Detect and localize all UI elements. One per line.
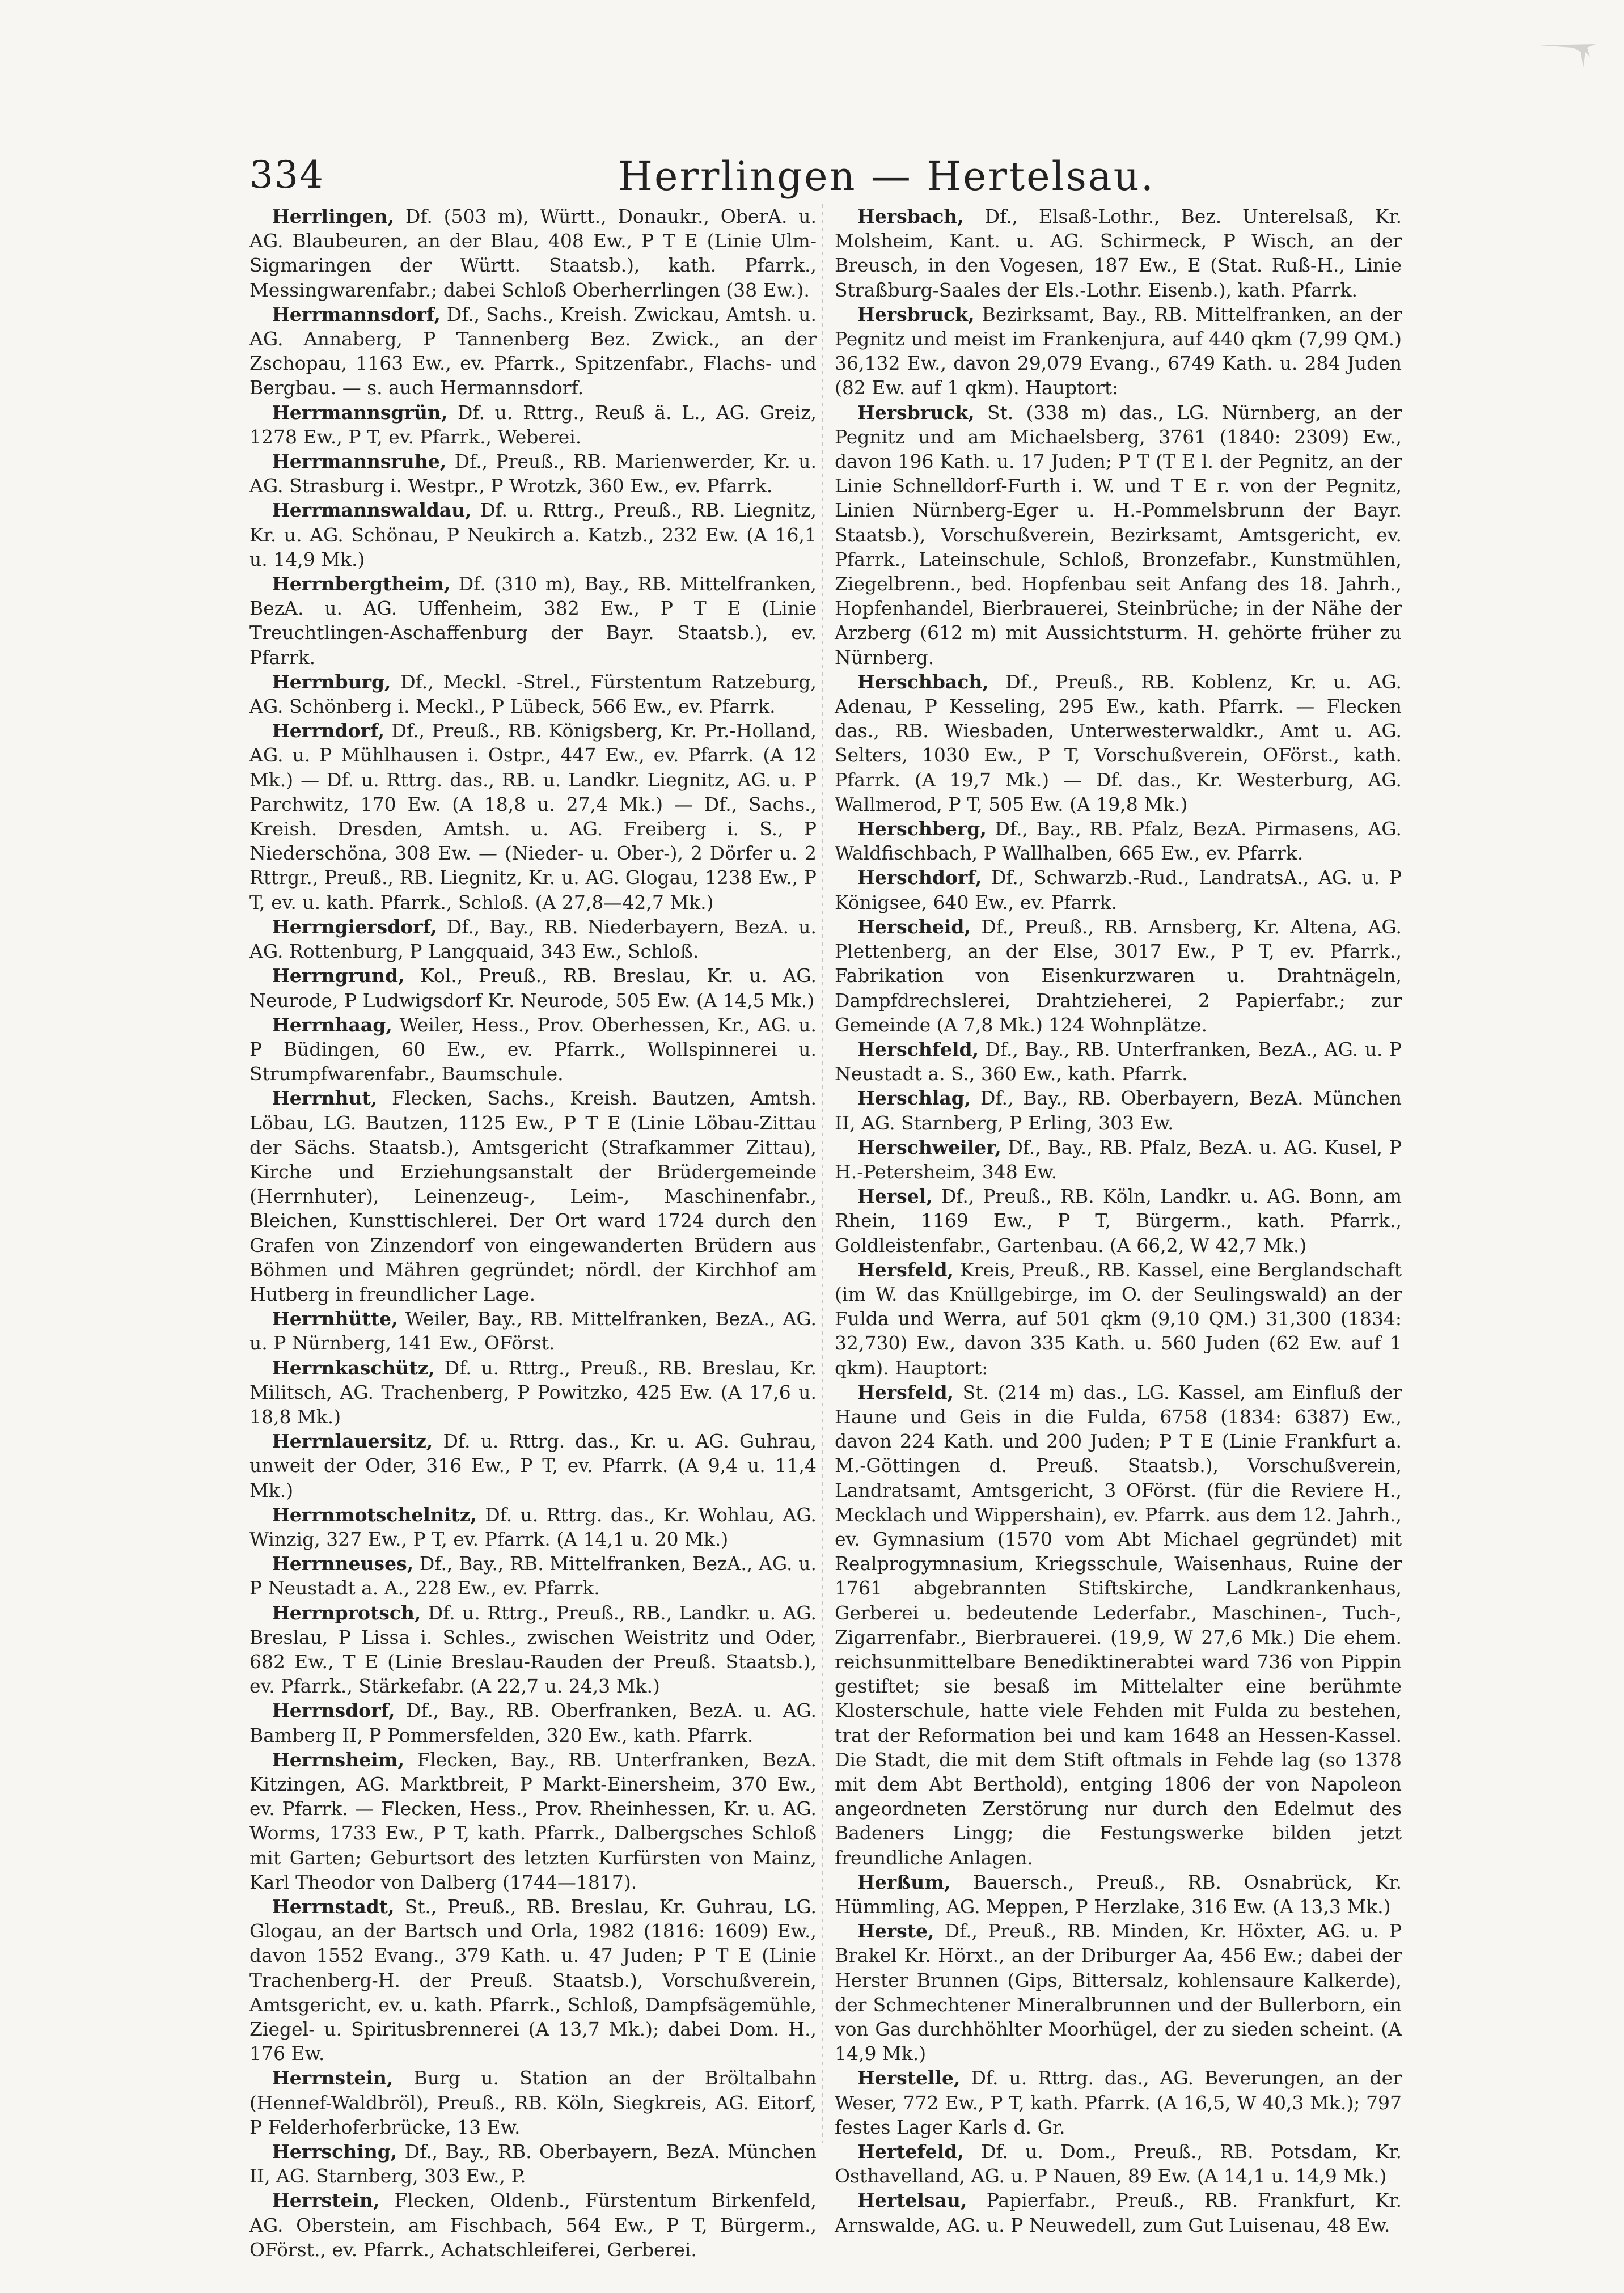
entry-headword: Herrnkaschütz, (272, 1356, 435, 1379)
entry-headword: Herrnsheim, (272, 1748, 405, 1771)
page-edge-mark (1533, 40, 1601, 74)
entry-text: Df., Preuß., RB. Minden, Kr. Höxter, AG. u. P Brakel Kr. Hörxt., an der Driburger Aa, 456 Ew.; dabei der Herster Brunnen (Gips, Bittersalz, kohlensaure Kalkerde), der Schmechtener Mineralbrunnen und der Bullerborn, ein von Gas durchhöhlter Moorhügel, der zu sieden scheint. (A 14,9 Mk.) (835, 1920, 1402, 2065)
entry-headword: Herrnneuses, (272, 1552, 414, 1575)
entry-text: Df. u. Dom., Preuß., RB. Potsdam, Kr. Osthavelland, AG. u. P Nauen, 89 Ew. (A 14,1 u. 14,9 Mk.) (835, 2140, 1402, 2188)
entry-headword: Herrnstadt, (272, 1896, 395, 1918)
entry-text: Papierfabr., Preuß., RB. Frankfurt, Kr. Arnswalde, AG. u. P Neuwedell, zum Gut Luisenau, 48 Ew. (835, 2189, 1402, 2236)
entry-text: Df., Preuß., RB. Arnsberg, Kr. Altena, AG. Plettenberg, an der Else, 3017 Ew., P T, ev. Pfarrk., Fabrikation von Eisenkurzwaren u. Drahtnägeln, Dampfdrechslerei, Drahtzieherei, 2 Papierfabr.; zur Gemeinde (A 7,8 Mk.) 124 Wohnplätze. (835, 915, 1402, 1036)
entry-text: Flecken, Oldenb., Fürstentum Birkenfeld, AG. Oberstein, am Fischbach, 564 Ew., P T, Bürgerm., OFörst., ev. Pfarrk., Achatschleiferei, Gerberei. (249, 2189, 817, 2261)
dictionary-entry (249, 1698, 817, 1747)
entry-headword: Herrnlauersitz, (272, 1430, 433, 1453)
entry-text: Df., Preuß., RB. Königsberg, Kr. Pr.-Holland, AG. u. P Mühlhausen i. Ostpr., 447 Ew., ev. Pfarrk. (A 12 Mk.) — Df. u. Rttrg. das., RB. u. Landkr. Liegnitz, AG. u. P Parchwitz, 170 Ew. (A 18,8 u. 27,4 Mk.) — Df., Sachs., Kreish. Dresden, Amtsh. u. AG. Freiberg i. S., P Niederschöna, 308 Ew. — (Nieder- u. Ober-), 2 Dörfer u. 2 Rttrgr., Preuß., RB. Liegnitz, Kr. u. AG. Glogau, 1238 Ew., P T, ev. u. kath. Pfarrk., Schloß. (A 27,8—42,7 Mk.) (249, 720, 817, 913)
right-column (835, 204, 1402, 2236)
dictionary-entry (249, 400, 817, 449)
dictionary-entry (249, 915, 817, 963)
entry-text: Df., Schwarzb.-Rud., LandratsA., AG. u. P Königsee, 640 Ew., ev. Pfarrk. (835, 866, 1402, 913)
entry-headword: Herrnsdorf, (272, 1699, 395, 1722)
entry-text: Df. (503 m), Württ., Donaukr., OberA. u. AG. Blaubeuren, an der Blau, 408 Ew., P T E (Linie Ulm-Sigmaringen der Württ. Staatsb.), kath. Pfarrk., Messingwarenfabr.; dabei Schloß Oberherrlingen (38 Ew.). (249, 205, 817, 301)
dictionary-entry (835, 670, 1402, 816)
running-title: Herrlingen — Hertelsau. (618, 153, 1155, 200)
entry-text: Df., Bay., RB. Niederbayern, BezA. u. AG. Rottenburg, P Langquaid, 343 Ew., Schloß. (249, 915, 817, 963)
entry-text: Df., Preuß., RB. Marienwerder, Kr. u. AG. Strasburg i. Westpr., P Wrotzk, 360 Ew., ev. Pfarrk. (249, 450, 817, 497)
entry-text: Df., Bay., RB. Oberfranken, BezA. u. AG. Bamberg II, P Pommersfelden, 320 Ew., kath. Pfarrk. (249, 1699, 817, 1746)
dictionary-entry (249, 1551, 817, 1600)
entry-text: Df. u. Rttrg. das., AG. Beverungen, an der Weser, 772 Ew., P T, kath. Pfarrk. (A 16,5, W 40,3 Mk.); 797 festes Lager Karls d. Gr. (835, 2067, 1402, 2138)
entry-headword: Herrngrund, (272, 964, 405, 987)
dictionary-entry (249, 2188, 817, 2262)
dictionary-entry (835, 2066, 1402, 2139)
dictionary-entry (249, 963, 817, 1012)
dictionary-entry (249, 1429, 817, 1503)
entry-text: Df., Preuß., RB. Köln, Landkr. u. AG. Bonn, am Rhein, 1169 Ew., P T, Bürgerm., kath. Pfarrk., Goldleistenfabr., Gartenbau. (A 66,2, W 42,7 Mk.) (835, 1185, 1402, 1257)
entry-text: Df., Meckl. -Strel., Fürstentum Ratzeburg, AG. Schönberg i. Meckl., P Lübeck, 566 Ew., ev. Pfarrk. (249, 670, 817, 718)
dictionary-entry (249, 449, 817, 498)
entry-text: Df. u. Rttrg. das., Kr. u. AG. Guhrau, unweit der Oder, 316 Ew., P T, ev. Pfarrk. (A 9,4 u. 11,4 Mk.) (249, 1430, 817, 1501)
dictionary-entry (249, 302, 817, 400)
entry-headword: Herscheid, (857, 915, 971, 938)
entry-headword: Herrndorf, (272, 720, 384, 742)
entry-text: Df. (310 m), Bay., RB. Mittelfranken, BezA. u. AG. Uffenheim, 382 Ew., P T E (Linie Treuchtlingen-Aschaffenburg der Bayr. Staatsb.), ev. Pfarrk. (249, 573, 817, 669)
entry-text: St. (338 m) das., LG. Nürnberg, an der Pegnitz und am Michaelsberg, 3761 (1840: 2309) Ew., davon 196 Kath. u. 17 Juden; P T (T E l. der Pegnitz, an der Linie Schnelldorf-Furth i. W. und T E r. von der Pegnitz, Linien Nürnberg-Eger u. H.-Pommelsbrunn der Bayr. Staatsb.), Vorschußverein, Bezirksamt, Amtsgericht, ev. Pfarrk., Lateinschule, Schloß, Bronzefabr., Kunstmühlen, Ziegelbrenn., bed. Hopfenbau seit Anfang des 18. Jahrh., Hopfenhandel, Bierbrauerei, Steinbrüche; in der Nähe der Arzberg (612 m) mit Aussichtsturm. H. gehörte früher zu Nürnberg. (835, 401, 1402, 669)
entry-headword: Herrnstein, (272, 2067, 394, 2089)
entry-headword: Herschberg, (857, 818, 987, 840)
column-divider (822, 204, 823, 2143)
dictionary-entry (835, 915, 1402, 1037)
entry-text: Kreis, Preuß., RB. Kassel, eine Berglandschaft (im W. das Knüllgebirge, im O. der Seulingswald) an der Fulda und Werra, auf 501 qkm (9,10 QM.) 31,300 (1834: 32,730) Ew., davon 335 Kath. u. 560 Juden (62 Ew. auf 1 qkm). Hauptort: (835, 1258, 1402, 1379)
dictionary-entry (835, 816, 1402, 865)
dictionary-entry (249, 204, 817, 302)
dictionary-entry (835, 1135, 1402, 1184)
dictionary-entry (249, 1086, 817, 1306)
entry-text: Df., Bay., RB. Mittelfranken, BezA., AG. u. P Neustadt a. A., 228 Ew., ev. Pfarrk. (249, 1552, 817, 1600)
entry-headword: Herßum, (857, 1871, 951, 1893)
entry-headword: Herrnhaag, (272, 1013, 392, 1036)
entry-headword: Herste, (857, 1920, 934, 1943)
entry-headword: Herrsching, (272, 2140, 397, 2163)
dictionary-entry (835, 302, 1402, 400)
entry-text: Df., Sachs., Kreish. Zwickau, Amtsh. u. AG. Annaberg, P Tannenberg Bez. Zwick., an der Zschopau, 1163 Ew., ev. Pfarrk., Spitzenfabr., Flachs- und Bergbau. — s. auch Hermannsdorf. (249, 303, 817, 399)
entry-headword: Herschlag, (857, 1087, 971, 1110)
entry-text: St. (214 m) das., LG. Kassel, am Einfluß der Haune und Geis in die Fulda, 6758 (1834: 6387) Ew., davon 224 Kath. und 200 Juden; P T E (Linie Frankfurt a. M.-Göttingen d. Preuß. Staatsb.), Vorschußverein, Landratsamt, Amtsgericht, 3 OFörst. (für die Reviere H., Mecklach und Wippershain), ev. Pfarrk. aus dem 12. Jahrh., ev. Gymnasium (1570 vom Abt Michael gegründet) mit Realprogymnasium, Kriegsschule, Waisenhaus, Ruine der 1761 abgebrannten Stiftskirche, Landkrankenhaus, Gerberei u. bedeutende Lederfabr., Maschinen-, Tuch-, Zigarrenfabr., Bierbrauerei. (19,9, W 27,6 Mk.) Die ehem. reichsunmittelbare Benediktinerabtei ward 736 von Pippin gestiftet; sie besaß im Mittelalter eine berühmte Klosterschule, hatte viele Fehden mit Fulda zu bestehen, trat der Reformation bei und kam 1648 an Hessen-Kassel. Die Stadt, die mit dem Stift oftmals in Fehde lag (so 1378 mit dem Abt Berthold), entging 1806 der von Napoleon angeordneten Zerstörung nur durch den Edelmut des Badeners Lingg; die Festungswerke bilden jetzt freundliche Anlagen. (835, 1381, 1402, 1869)
dictionary-entry (249, 1894, 817, 2066)
entry-headword: Herrnhütte, (272, 1308, 398, 1330)
dictionary-entry (835, 865, 1402, 914)
dictionary-entry (249, 2066, 817, 2139)
dictionary-entry (249, 670, 817, 718)
entry-headword: Herrnburg, (272, 670, 391, 693)
dictionary-entry (835, 1258, 1402, 1380)
entry-text: Burg u. Station an der Bröltalbahn (Hennef-Waldbröl), Preuß., RB. Köln, Siegkreis, AG. Eitorf, P Felderhoferbrücke, 13 Ew. (249, 2067, 817, 2138)
entry-headword: Hersfeld, (857, 1381, 954, 1403)
entry-headword: Herrmannsgrün, (272, 401, 448, 424)
dictionary-entry (835, 1184, 1402, 1258)
entry-text: Df., Bay., RB. Unterfranken, BezA., AG. u. P Neustadt a. S., 360 Ew., kath. Pfarrk. (835, 1038, 1402, 1085)
entry-headword: Herrlingen, (272, 205, 395, 227)
entry-headword: Hersbruck, (857, 401, 975, 424)
entry-headword: Herrnmotschelnitz, (272, 1503, 477, 1526)
entry-text: Kol., Preuß., RB. Breslau, Kr. u. AG. Neurode, P Ludwigsdorf Kr. Neurode, 505 Ew. (A 14,5 Mk.) (249, 964, 817, 1012)
dictionary-entry (835, 1380, 1402, 1870)
page-header (249, 153, 1310, 204)
entry-headword: Herschbach, (857, 670, 989, 693)
dictionary-entry (249, 1748, 817, 1894)
entry-headword: Hertelsau, (857, 2189, 967, 2212)
left-column (249, 204, 817, 2261)
entry-text: Df., Elsaß-Lothr., Bez. Unterelsaß, Kr. Molsheim, Kant. u. AG. Schirmeck, P Wisch, an der Breusch, in den Vogesen, 187 Ew., E (Stat. Ruß-H., Linie Straßburg-Saales der Els.-Lothr. Eisenb.), kath. Pfarrk. (835, 205, 1402, 301)
dictionary-entry (835, 2139, 1402, 2188)
dictionary-entry (249, 1013, 817, 1086)
page-number: 334 (249, 153, 324, 197)
dictionary-entry (835, 1037, 1402, 1086)
entry-text: Df. u. Rttrg., Preuß., RB. Breslau, Kr. Militsch, AG. Trachenberg, P Powitzko, 425 Ew. (A 17,6 u. 18,8 Mk.) (249, 1356, 817, 1428)
entry-headword: Hersbach, (857, 205, 964, 227)
entry-text: Df. u. Rttrg., Preuß., RB., Landkr. u. AG. Breslau, P Lissa i. Schles., zwischen Weistritz und Oder, 682 Ew., T E (Linie Breslau-Rauden der Preuß. Staatsb.), ev. Pfarrk., Stärkefabr. (A 22,7 u. 24,3 Mk.) (249, 1601, 817, 1698)
dictionary-entry (835, 2188, 1402, 2237)
entry-text: Flecken, Bay., RB. Unterfranken, BezA. Kitzingen, AG. Marktbreit, P Markt-Einersheim, 370 Ew., ev. Pfarrk. — Flecken, Hess., Prov. Rheinhessen, Kr. u. AG. Worms, 1733 Ew., P T, kath. Pfarrk., Dalbergsches Schloß mit Garten; Geburtsort des letzten Kurfürsten von Mainz, Karl Theodor von Dalberg (1744—1817). (249, 1748, 817, 1893)
entry-text: Df. u. Rttrg., Preuß., RB. Liegnitz, Kr. u. AG. Schönau, P Neukirch a. Katzb., 232 Ew. (A 16,1 u. 14,9 Mk.) (249, 499, 817, 570)
dictionary-entry (249, 1503, 817, 1551)
entry-headword: Hersel, (857, 1185, 933, 1208)
dictionary-entry (835, 204, 1402, 302)
entry-headword: Herschdorf, (857, 866, 982, 889)
entry-headword: Hertefeld, (857, 2140, 964, 2163)
entry-text: Df., Bay., RB. Pfalz, BezA. Pirmasens, AG. Waldfischbach, P Wallhalben, 665 Ew., ev. Pfarrk. (835, 818, 1402, 865)
entry-text: Df., Preuß., RB. Koblenz, Kr. u. AG. Adenau, P Kesseling, 295 Ew., kath. Pfarrk. — Flecken das., RB. Wiesbaden, Unterwesterwaldkr., Amt u. AG. Selters, 1030 Ew., P T, Vorschußverein, OFörst., kath. Pfarrk. (A 19,7 Mk.) — Df. das., Kr. Westerburg, AG. Wallmerod, P T, 505 Ew. (A 19,8 Mk.) (835, 670, 1402, 815)
dictionary-entry (835, 1919, 1402, 2066)
entry-headword: Hersfeld, (857, 1258, 954, 1281)
entry-headword: Herrmannswaldau, (272, 499, 472, 522)
dictionary-entry (249, 1356, 817, 1429)
dictionary-entry (249, 1306, 817, 1355)
dictionary-entry (249, 498, 817, 572)
dictionary-entry (835, 400, 1402, 670)
entry-text: Flecken, Sachs., Kreish. Bautzen, Amtsh. Löbau, LG. Bautzen, 1125 Ew., P T E (Linie Löbau-Zittau der Sächs. Staatsb.), Amtsgericht (Strafkammer Zittau), Kirche und Erziehungsanstalt der Brüdergemeinde (Herrnhuter), Leinenzeug-, Leim-, Maschinenfabr., Bleichen, Kunsttischlerei. Der Ort ward 1724 durch den Grafen von Zinzendorf von eingewanderten Brüdern aus Böhmen und Mähren gegründet; nördl. der Kirchhof am Hutberg in freundlicher Lage. (249, 1087, 817, 1305)
entry-headword: Herschweiler, (857, 1136, 1001, 1158)
entry-headword: Herrstein, (272, 2189, 380, 2212)
dictionary-entry (249, 572, 817, 670)
entry-text: Bezirksamt, Bay., RB. Mittelfranken, an der Pegnitz und meist im Frankenjura, auf 440 qkm (7,99 QM.) 36,132 Ew., davon 29,079 Evang., 6749 Kath. u. 284 Juden (82 Ew. auf 1 qkm). Hauptort: (835, 303, 1402, 399)
entry-headword: Herrngiersdorf, (272, 915, 437, 938)
entry-headword: Herrnhut, (272, 1087, 378, 1110)
entry-headword: Herrnbergtheim, (272, 573, 451, 595)
entry-text: Df., Bay., RB. Pfalz, BezA. u. AG. Kusel, P H.-Petersheim, 348 Ew. (835, 1136, 1402, 1183)
entry-text: St., Preuß., RB. Breslau, Kr. Guhrau, LG. Glogau, an der Bartsch und Orla, 1982 (1816: 1609) Ew., davon 1552 Evang., 379 Kath. u. 47 Juden; P T E (Linie Trachenberg-H. der Preuß. Staatsb.), Vorschußverein, Amtsgericht, ev. u. kath. Pfarrk., Schloß, Dampfsägemühle, Ziegel- u. Spiritusbrennerei (A 13,7 Mk.); dabei Dom. H., 176 Ew. (249, 1896, 817, 2065)
dictionary-entry (835, 1086, 1402, 1135)
entry-headword: Hersbruck, (857, 303, 975, 325)
entry-text: Df., Bay., RB. Oberbayern, BezA. München II, AG. Starnberg, 303 Ew., P. (249, 2140, 817, 2188)
entry-text: Df. u. Rttrg. das., Kr. Wohlau, AG. Winzig, 327 Ew., P T, ev. Pfarrk. (A 14,1 u. 20 Mk.) (249, 1503, 817, 1550)
dictionary-entry (249, 1601, 817, 1699)
entry-headword: Herschfeld, (857, 1038, 979, 1060)
dictionary-entry (249, 2139, 817, 2188)
entry-text: Df., Bay., RB. Oberbayern, BezA. München II, AG. Starnberg, P Erling, 303 Ew. (835, 1087, 1402, 1134)
dictionary-entry (835, 1870, 1402, 1919)
entry-text: Bauersch., Preuß., RB. Osnabrück, Kr. Hümmling, AG. Meppen, P Herzlake, 316 Ew. (A 13,3 Mk.) (835, 1871, 1402, 1918)
entry-headword: Herstelle, (857, 2067, 961, 2089)
entry-headword: Herrmannsruhe, (272, 450, 447, 473)
entry-headword: Herrmannsdorf, (272, 303, 441, 325)
entry-headword: Herrnprotsch, (272, 1601, 421, 1624)
entry-text: Weiler, Bay., RB. Mittelfranken, BezA., AG. u. P Nürnberg, 141 Ew., OFörst. (249, 1308, 817, 1355)
dictionary-entry (249, 718, 817, 915)
entry-text: Df. u. Rttrg., Reuß ä. L., AG. Greiz, 1278 Ew., P T, ev. Pfarrk., Weberei. (249, 401, 817, 448)
entry-text: Weiler, Hess., Prov. Oberhessen, Kr., AG. u. P Büdingen, 60 Ew., ev. Pfarrk., Wollspinnerei u. Strumpfwarenfabr., Baumschule. (249, 1013, 817, 1085)
